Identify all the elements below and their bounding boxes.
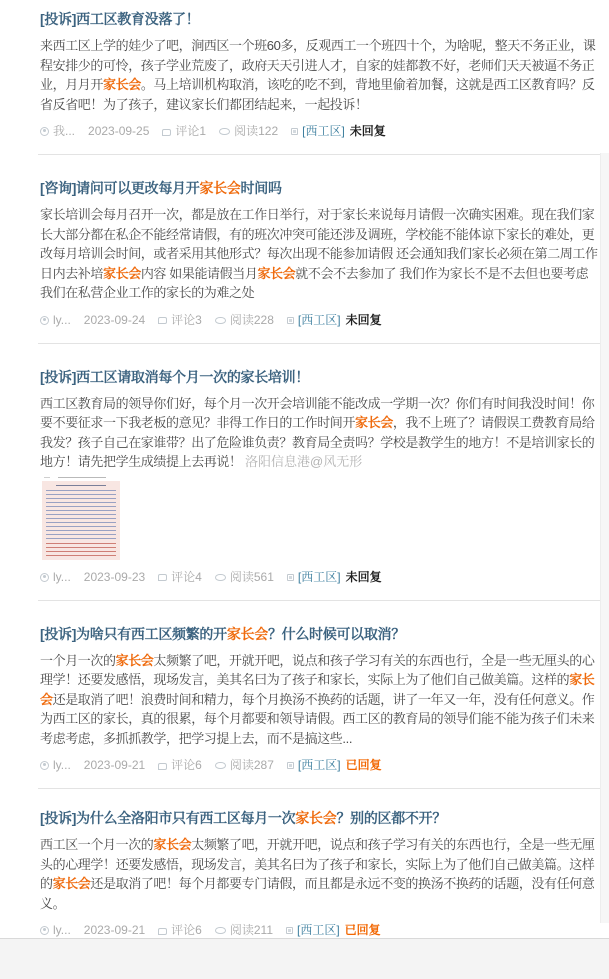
post-excerpt — [40, 394, 598, 472]
post-district-item — [287, 570, 382, 585]
read-count: 阅读211 — [229, 923, 273, 937]
highlight-keyword: 家长会 — [103, 265, 141, 281]
post-excerpt — [40, 835, 598, 913]
post-excerpt-text: 西工区一个月一次的家长会太频繁了吧，开就开吧，说点和孩子学习有关的东西也行，全是一些无厘头的心理学！还要发感悟，现场发言，美其名曰为了孩子和家长，实际上为了他们自己做美篇。这样的家长会还是取消了吧！每个月都要专门请假，而且都是永远不变的换汤不换药的话题，没有任何意义。 — [40, 837, 595, 911]
post-item — [0, 601, 609, 790]
comment-count: 评论1 — [175, 124, 207, 138]
views-icon — [215, 927, 226, 934]
highlight-keyword: 家长会 — [199, 180, 241, 196]
post-author[interactable]: ly... — [53, 923, 71, 937]
post-excerpt-text: 一个月一次的家长会太频繁了吧，开就开吧，说点和孩子学习有关的东西也行，全是一些无厘头的心理学！还要发感悟，现场发言，美其名曰为了孩子和家长，实际上为了他们自己做美篇。这样的家长会还是取消了吧！浪费时间和精力，每个月换汤不换药的话题，讲了一年又一年，没有任何意义。作为西工区的家长，真的很累，每个月都要和领导请假。西工区的教育局的领导们能不能为孩子们未来考虑考虑，多抓抓教学，把学习提上去，而不是搞这些... — [40, 652, 595, 746]
post-comments[interactable] — [158, 923, 202, 938]
post-reads — [215, 570, 274, 585]
post-excerpt-text: 西工区教育局的领导你们好，每个月一次开会培训能不能改成一学期一次？你们有时间我没时间！你要不要征求一下我老板的意见？非得工作日的工作时间开家长会，我不上班了？请假误工费教育局给我发？孩子自己在家谁带？出了危险谁负责？教育局全责吗？学校是教学生的地方！不是培训家长的地方！请先把学生成绩提上去再说！ — [40, 395, 595, 469]
reply-status-badge: 未回复 — [349, 124, 386, 138]
read-count: 阅读287 — [229, 758, 274, 772]
post-excerpt-text: 家长培训会每月召开一次，都是放在工作日举行，对于家长来说每月请假一次确实困难。现在我们家长大部分都在私企不能经常请假，有的班次冲突可能还涉及调班，学校能不能体谅下家长的难处，更改每月培训会时间，或者采用其他形式？每次出现不能参加请假 还会通知我们家长必须在第二周工作日内去补培家长会内容 如果能请假当月家长会就不会不去参加了 我们作为家长不是不去但也要考虑我们在私营企业工作的家长的为难之处 — [40, 207, 598, 300]
post-district-item — [287, 758, 382, 773]
comment-count: 评论6 — [171, 923, 202, 937]
highlight-keyword: 家长会 — [52, 876, 91, 891]
thumbnail-header — [42, 474, 120, 481]
post-author[interactable]: ly... — [53, 312, 71, 327]
post-meta-row — [40, 313, 598, 328]
highlight-keyword: 家长会 — [103, 77, 141, 92]
post-comments[interactable] — [158, 313, 202, 328]
post-item — [0, 0, 609, 155]
comment-count: 评论6 — [171, 758, 202, 772]
reply-status-badge: 未回复 — [345, 312, 382, 327]
user-circle-icon — [40, 573, 49, 582]
district-tag-link[interactable]: [西工区] — [297, 923, 340, 937]
reply-status-badge: 未回复 — [345, 569, 382, 584]
post-meta-row — [40, 124, 598, 139]
user-circle-icon — [40, 127, 49, 136]
post-date: 2023-09-23 — [83, 569, 146, 584]
post-date: 2023-09-25 — [88, 124, 150, 138]
views-icon — [215, 574, 226, 581]
location-tag-icon — [287, 574, 294, 581]
post-title-link[interactable]: [投诉]为什么全洛阳市只有西工区每月一次家长会？别的区都不开？ — [40, 810, 447, 826]
speech-bubble-icon — [162, 129, 171, 136]
post-comments[interactable] — [158, 570, 202, 585]
post-date: 2023-09-21 — [83, 758, 146, 772]
user-circle-icon — [40, 761, 49, 770]
speech-bubble-icon — [158, 574, 167, 581]
reply-status-badge: 已回复 — [344, 923, 381, 937]
post-district-item — [287, 313, 382, 328]
post-excerpt-text: 来西工区上学的娃少了吧，涧西区一个班60多，反观西工一个班四十个，为啥呢，整天不务正业，课程安排少的可怜，孩子学业荒废了，政府天天引进人才，自家的娃都教不好，老师们天天被逼不务正业，月月开家长会。马上培训机构取消，该吃的吃不到，背地里偷着加餐，这就是西工区教育吗？反省反省吧！为了孩子，建议家长们都团结起来，一起投诉！ — [40, 38, 596, 112]
post-author-item — [40, 313, 71, 328]
post-author-item — [40, 570, 71, 585]
speech-bubble-icon — [158, 928, 167, 935]
speech-bubble-icon — [158, 763, 167, 770]
read-count: 阅读561 — [229, 569, 274, 584]
post-excerpt — [40, 205, 598, 303]
user-circle-icon — [40, 316, 49, 325]
post-reads — [215, 758, 274, 773]
post-excerpt — [40, 36, 598, 114]
district-tag-link[interactable]: [西工区] — [297, 758, 341, 772]
read-count: 阅读122 — [234, 124, 279, 138]
thumbnail-document-preview — [42, 481, 120, 560]
comment-count: 评论4 — [171, 569, 202, 584]
post-reads — [215, 923, 273, 938]
post-author-item — [40, 758, 71, 773]
post-item — [0, 155, 609, 344]
post-title-link[interactable]: [投诉]西工区请取消每个月一次的家长培训！ — [40, 368, 310, 385]
post-author[interactable]: ly... — [53, 569, 71, 584]
post-district-item — [291, 124, 386, 139]
post-reads — [215, 313, 274, 328]
post-title-link[interactable]: [投诉]西工区教育没落了！ — [40, 11, 200, 27]
post-meta-row — [40, 923, 598, 938]
post-title-link[interactable]: [投诉]为啥只有西工区频繁的开家长会？什么时候可以取消？ — [40, 625, 405, 642]
highlight-keyword: 家长会 — [40, 672, 595, 707]
post-excerpt — [40, 651, 598, 749]
post-comments[interactable] — [162, 124, 206, 139]
highlight-keyword: 家长会 — [226, 625, 268, 642]
views-icon — [219, 128, 230, 135]
post-title-link[interactable]: [咨询]请问可以更改每月开家长会时间吗 — [40, 180, 282, 196]
site-watermark: 洛阳信息港@风无形 — [245, 453, 363, 469]
highlight-keyword: 家长会 — [295, 810, 337, 826]
highlight-keyword: 家长会 — [153, 837, 192, 852]
post-author[interactable]: 我... — [53, 124, 76, 138]
comment-count: 评论3 — [171, 312, 202, 327]
post-item — [0, 789, 609, 939]
post-author[interactable]: ly... — [53, 758, 71, 772]
location-tag-icon — [291, 128, 298, 135]
views-icon — [215, 317, 226, 324]
district-tag-link[interactable]: [西工区] — [297, 312, 341, 327]
location-tag-icon — [287, 317, 294, 324]
page-right-gutter — [600, 153, 609, 923]
page-bottom-area — [0, 939, 609, 979]
read-count: 阅读228 — [229, 312, 274, 327]
post-author-item — [40, 923, 71, 938]
reply-status-badge: 已回复 — [345, 758, 382, 772]
post-author-item — [40, 124, 75, 139]
district-tag-link[interactable]: [西工区] — [302, 124, 345, 138]
post-meta-row — [40, 758, 598, 773]
highlight-keyword: 家长会 — [115, 652, 154, 668]
views-icon — [215, 762, 226, 769]
post-meta-row — [40, 570, 598, 585]
post-reads — [219, 124, 278, 139]
location-tag-icon — [287, 762, 294, 769]
post-image-thumbnail[interactable] — [42, 474, 120, 560]
district-tag-link[interactable]: [西工区] — [297, 569, 341, 584]
user-circle-icon — [40, 926, 49, 935]
post-date: 2023-09-21 — [83, 923, 146, 937]
highlight-keyword: 家长会 — [257, 265, 296, 281]
post-comments[interactable] — [158, 758, 202, 773]
post-district-item — [286, 923, 381, 938]
post-date: 2023-09-24 — [83, 312, 146, 327]
highlight-keyword: 家长会 — [355, 415, 393, 430]
speech-bubble-icon — [158, 317, 167, 324]
location-tag-icon — [286, 927, 293, 934]
post-item — [0, 344, 609, 601]
